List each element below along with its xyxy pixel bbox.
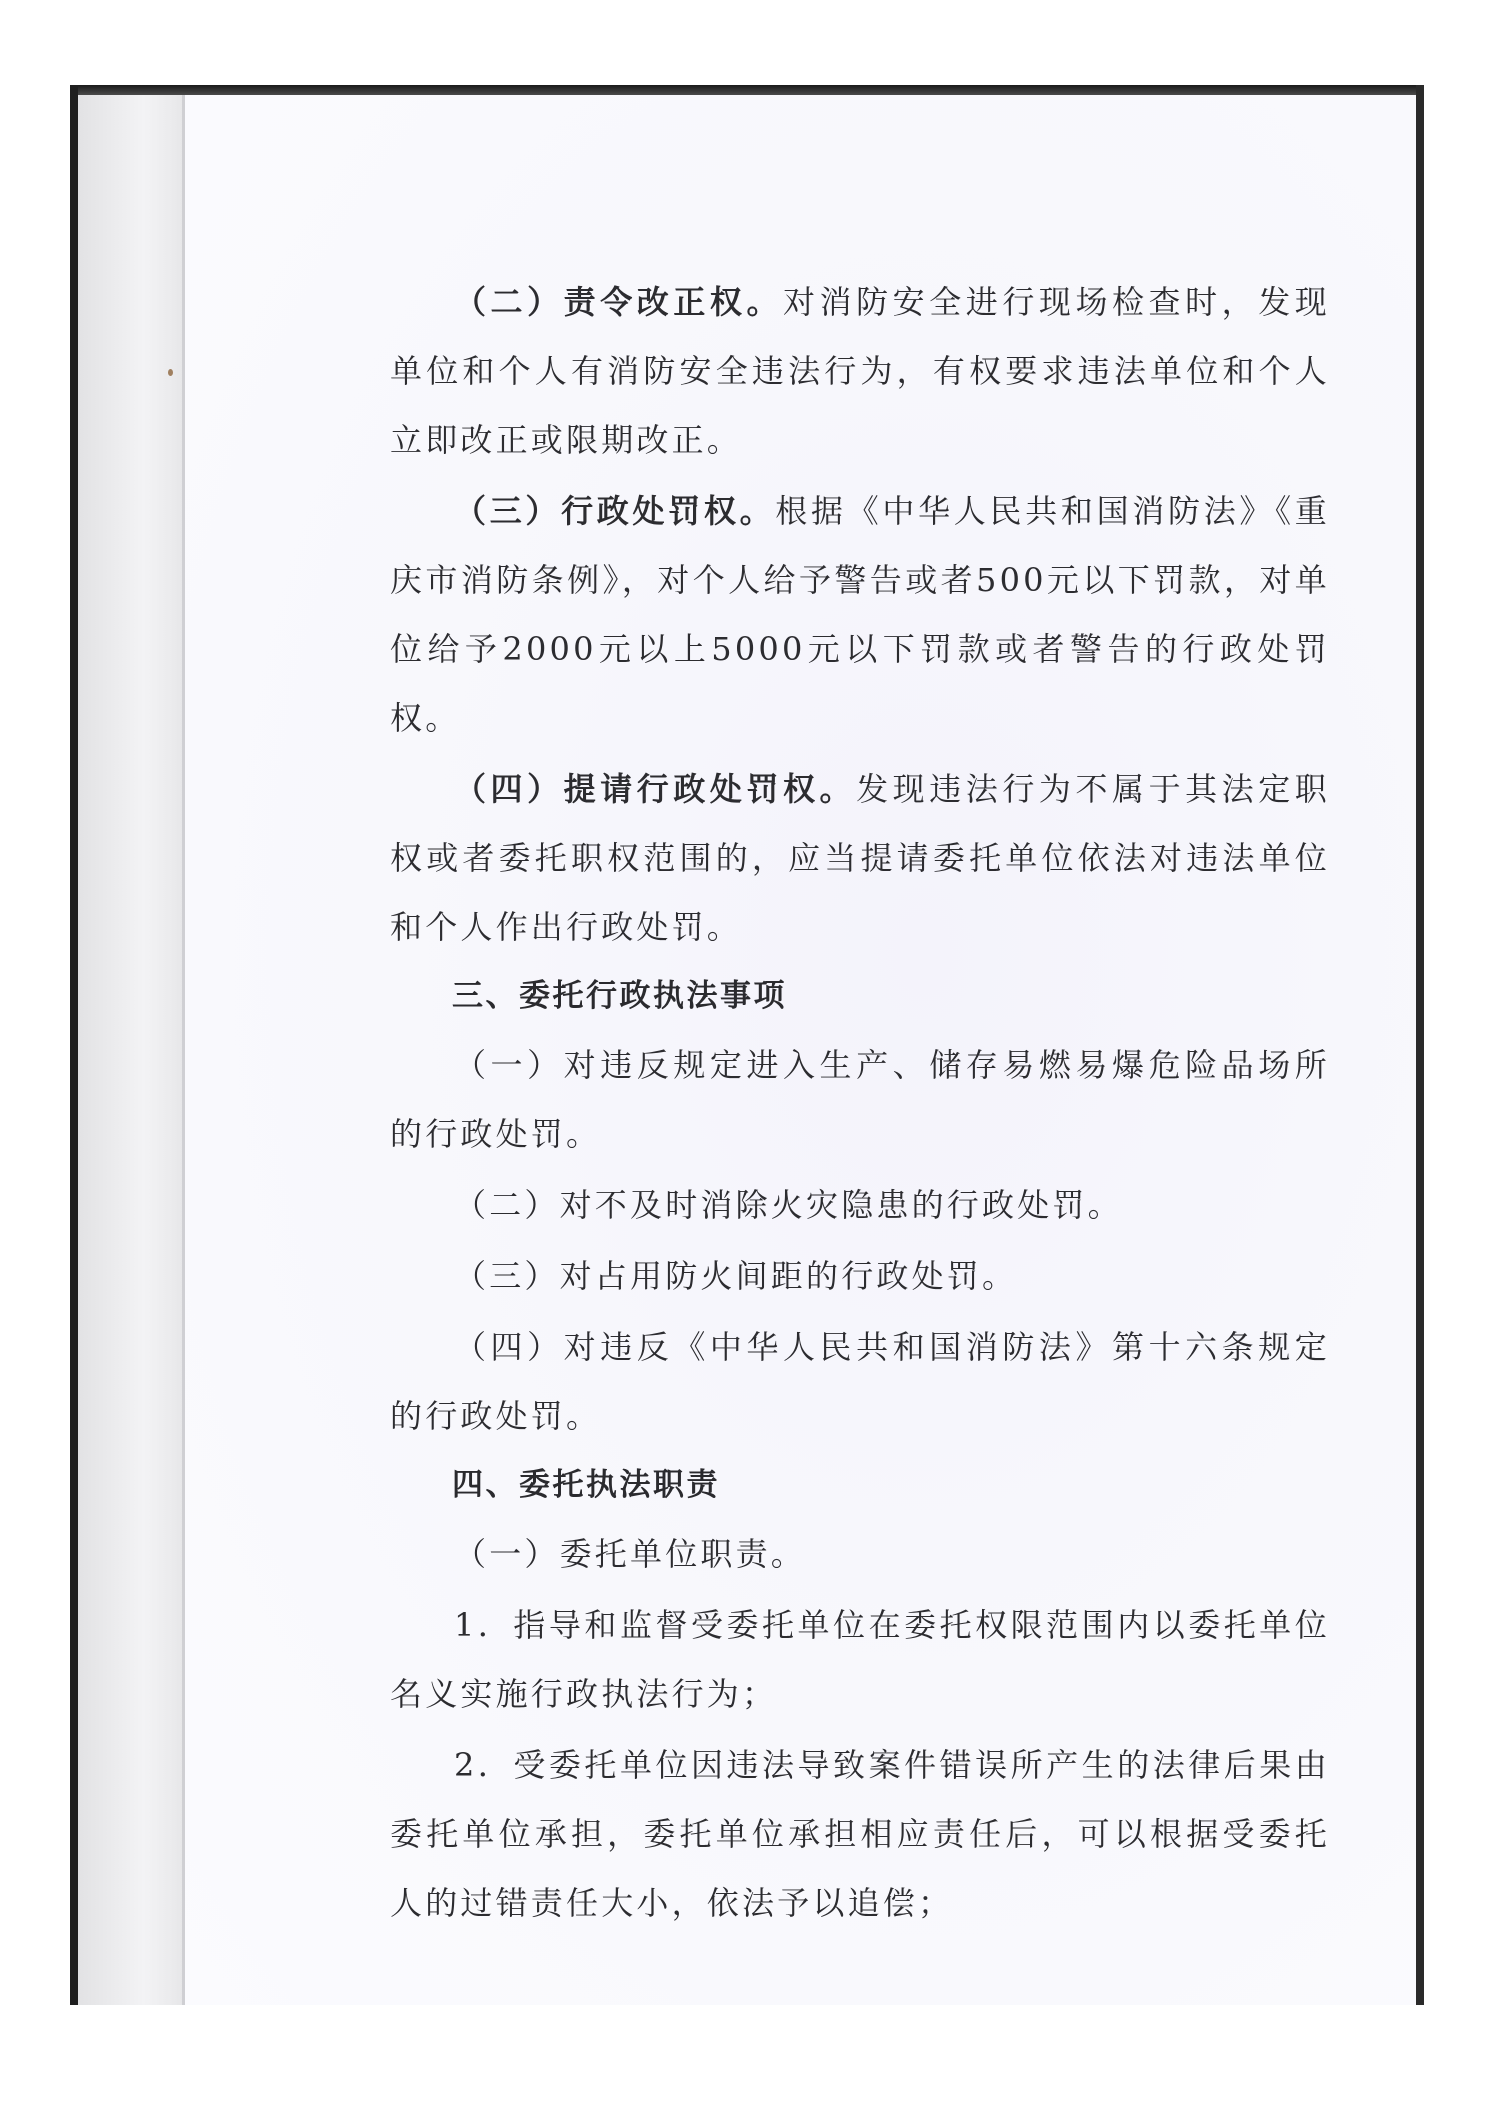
list-item: （一）对违反规定进入生产、储存易燃易爆危险品场所的行政处罚。 [390, 1046, 1330, 1153]
list-item: （二）对不及时消除火灾隐患的行政处罚。 [454, 1186, 1123, 1224]
list-item: 2．受委托单位因违法导致案件错误所产生的法律后果由委托单位承担，委托单位承担相应责任后，可以根据受委托人的过错责任大小，依法予以追偿； [390, 1746, 1330, 1922]
list-item: （三）对占用防火间距的行政处罚。 [454, 1257, 1018, 1295]
paragraph-text: 对消防安全进行现场检查时，发现单位和个人有消防安全违法行为，有权要求违法单位和个人立即改正或限期改正。 [390, 283, 1330, 459]
list-item: 1．指导和监督受委托单位在委托权限范围内以委托单位名义实施行政执法行为； [390, 1606, 1330, 1713]
paragraph-request-penalty [390, 755, 1330, 962]
binding-shadow [78, 95, 188, 2005]
scanner-edge-top [70, 85, 1424, 95]
paragraph-lead: （四）提请行政处罚权。 [454, 770, 857, 808]
scanner-edge-right [1416, 85, 1424, 2005]
list-item: （四）对违反《中华人民共和国消防法》第十六条规定的行政处罚。 [390, 1328, 1330, 1435]
paragraph-administrative-penalty [390, 477, 1330, 753]
paragraph-text: 发现违法行为不属于其法定职权或者委托职权范围的，应当提请委托单位依法对违法单位和个人作出行政处罚。 [390, 770, 1330, 946]
paragraph-lead: （二）责令改正权。 [454, 283, 783, 321]
list-item: （一）委托单位职责。 [454, 1535, 807, 1573]
paragraph-lead: （三）行政处罚权。 [454, 492, 776, 530]
section-heading-enforcement-duties: 四、委托执法职责 [452, 1467, 720, 1503]
section-heading-enforcement-matters: 三、委托行政执法事项 [452, 978, 787, 1014]
document-body [390, 268, 1330, 1938]
paper-speck [168, 369, 173, 376]
scanner-edge-left [70, 85, 78, 2005]
paragraph-responsibility-correction [390, 268, 1330, 475]
paragraph-text: 根据《中华人民共和国消防法》《重庆市消防条例》，对个人给予警告或者500元以下罚款，对单位给予2000元以上5000元以下罚款或者警告的行政处罚权。 [390, 492, 1330, 737]
